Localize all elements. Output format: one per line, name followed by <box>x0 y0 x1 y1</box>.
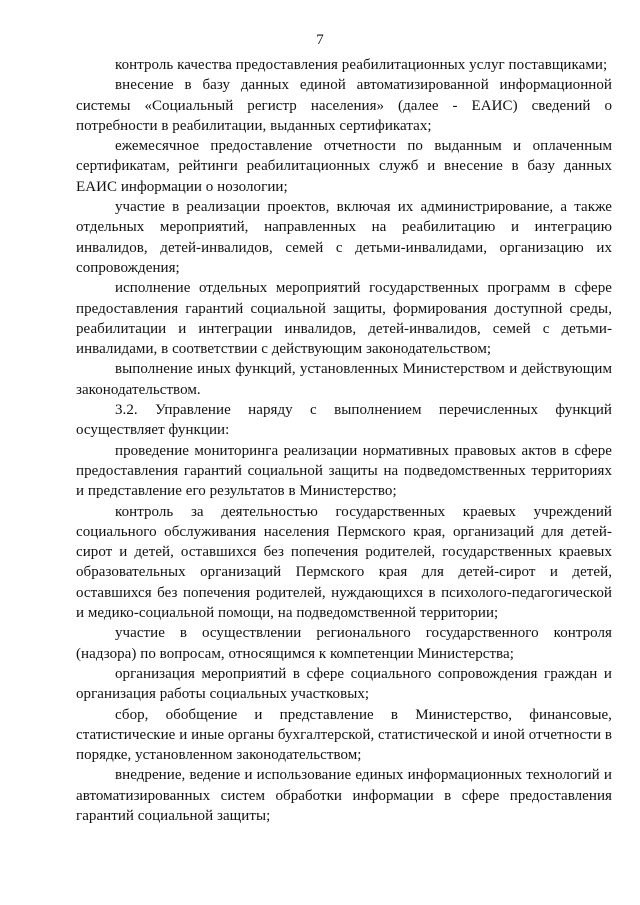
paragraph-state-programs: исполнение отдельных мероприятий государственных программ в сфере предоставления гарантий социальной защиты, формирования доступной среды, реабилитации и интеграции инвалидов, детей-инвалидов, семей с детьми-инвалидами, в соответствии с действующим законодательством; <box>76 280 612 358</box>
paragraph-regional-supervision: участие в осуществлении регионального государственного контроля (надзора) по вопросам, относящимся к компетенции Министерства; <box>76 625 612 662</box>
paragraph-social-support: организация мероприятий в сфере социального сопровождения граждан и организация работы социальных участковых; <box>76 665 612 703</box>
paragraph-project-participation: участие в реализации проектов, включая их администрирование, а также отдельных мероприятий, направленных на реабилитацию и интеграцию инвалидов, детей-инвалидов, семей с детьми-инвалидами, организацию их сопровождения; <box>76 199 612 276</box>
paragraph-information-technology: внедрение, ведение и использование единых информационных технологий и автоматизированных систем обработки информации в сфере предоставления гарантий социальной защиты; <box>76 767 612 824</box>
document-body <box>76 55 612 826</box>
paragraph-monthly-reporting: ежемесячное предоставление отчетности по выданным и оплаченным сертификатам, рейтинги реабилитационных служб и внесение в базу данных ЕАИС информации о нозологии; <box>76 138 612 195</box>
paragraph-other-functions: выполнение иных функций, установленных Министерством и действующим законодательством. <box>76 361 612 398</box>
paragraph-institution-control: контроль за деятельностью государственных краевых учреждений социального обслуживания населения Пермского края, организаций для детей-сирот и детей, оставшихся без попечения родителей, государственных краевых образовательных организаций Пермского края для детей-сирот и детей, оставшихся без попечения родителей, нуждающихся в психолого-педагогической и медико-социальной помощи, на подведомственной территории; <box>76 503 612 622</box>
paragraph-eais-database: внесение в базу данных единой автоматизированной информационной системы «Социальный регистр населения» (далее - ЕАИС) сведений о потребности в реабилитации, выданных сертификатах; <box>76 77 612 134</box>
paragraph-section-3-2: 3.2. Управление наряду с выполнением перечисленных функций осуществляет функции: <box>76 402 612 439</box>
page-number: 7 <box>316 32 324 48</box>
paragraph-reporting-collection: сбор, обобщение и представление в Министерство, финансовые, статистические и иные органы бухгалтерской, статистической и иной отчетности в порядке, установленном законодательством; <box>76 706 612 764</box>
paragraph-quality-control: контроль качества предоставления реабилитационных услуг поставщиками; <box>115 57 608 73</box>
paragraph-monitoring: проведение мониторинга реализации нормативных правовых актов в сфере предоставления гарантий социальной защиты на подведомственных территориях и представление его результатов в Министерство; <box>76 442 612 500</box>
